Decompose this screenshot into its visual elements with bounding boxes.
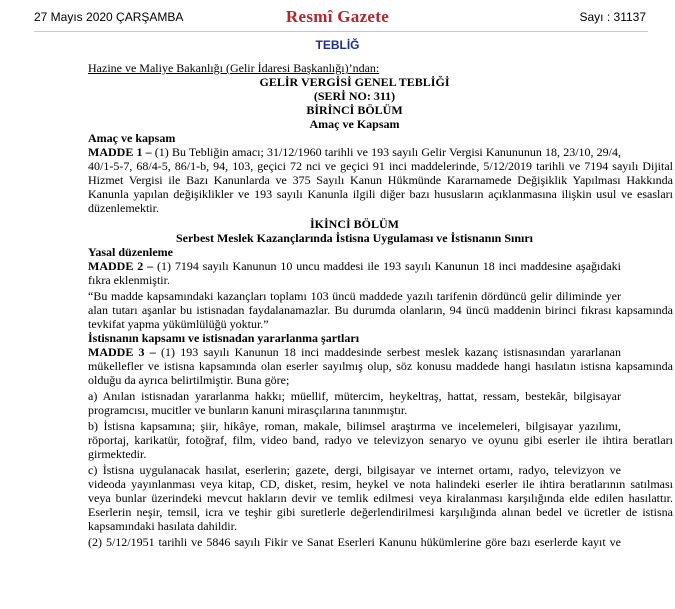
communique-title: GELİR VERGİSİ GENEL TEBLİĞİ (259, 75, 450, 89)
issue-number: Sayı : 31137 (579, 10, 646, 24)
article-1-line-5: düzenlemektir. (88, 201, 159, 215)
heading-amac: Amaç ve kapsam (88, 131, 176, 145)
article-2-text: (1) 7194 sayılı Kanunun 10 uncu maddesi ile 193 sayılı Kanunun 18 inci maddesine aşağıdaki (156, 259, 622, 273)
series-number: (SERİ NO: 311) (313, 89, 396, 103)
article-2-label: MADDE 2 – (88, 259, 154, 273)
issuer-line: Hazine ve Maliye Bakanlığı (Gelir İdaresi Başkanlığı)’ndan: (88, 61, 380, 75)
item-a-line-1: a) Anılan istisnadan yararlanma hakkı; müellif, mütercim, heykeltraş, hattat, ressam, bestekâr, bilgisayar (88, 389, 621, 403)
article-1-line-1 (88, 145, 621, 159)
quote-line-1: “Bu madde kapsamındaki kazançları toplamı 103 üncü maddede yazılı tarifenin dördüncü gelir diliminde yer (88, 289, 621, 303)
item-b-line-3: girmektedir. (88, 447, 147, 461)
article-3-line-2: mükellefler ve istisna kapsamında olan eserler sayılmış olup, söz konusu maddede hangi hasılatın istisna kapsamında (88, 359, 673, 373)
heading-istisna: İstisnanın kapsamı ve istisnadan yararlanma şartları (88, 331, 360, 345)
issue-date: 27 Mayıs 2020 ÇARŞAMBA (34, 10, 184, 24)
article-1-label: MADDE 1 – (88, 145, 152, 159)
item-b-line-2: röportaj, karikatür, fotoğraf, film, video band, radyo ve televizyon senaryo ve oyunu gibi eserler ile ihtira beratları (88, 433, 673, 447)
item-a-line-2: programcısı, mucitler ve bunların kanuni mirasçılarına tanınmıştır. (88, 403, 408, 417)
part-one-heading: BİRİNCİ BÖLÜM (306, 103, 403, 117)
article-1-line-4: Kanunla yapılan değişiklikler ve 193 sayılı Kanunla ilgili diğer bazı hususların açıklanmasına ilişkin usul ve esasları (88, 187, 673, 201)
article-2-line-2: fıkra eklenmiştir. (88, 273, 170, 287)
article-1-line-2: 40/1-5-7, 68/4-5, 86/1-b, 94, 103, geçici 72 nci ve geçici 91 inci maddelerinde, 5/12/2019 tarihli ve 7194 sayılı Dijital (88, 159, 673, 173)
part-one-subtitle: Amaç ve Kapsam (309, 117, 400, 131)
item-c-line-3: veya bunlar üzerindeki mevcut hakların devir ve temlik edilmesi veya kiralanması karşılığında elde edilen hasılattır. (88, 491, 673, 505)
article-1-text: (1) Bu Tebliğin amacı; 31/12/1960 tarihli ve 193 sayılı Gelir Vergisi Kanununun 18, 23/10, 29/4, (154, 145, 622, 159)
quote-line-3: tevkifat yapma yükümlülüğü yoktur.” (88, 317, 269, 331)
article-3-text: (1) 193 sayılı Kanunun 18 inci maddesinde serbest meslek kazanç istisnasından yararlanan (161, 345, 622, 359)
item-c-line-4: Eserlerin neşir, temsil, icra ve teşhir gibi suretlerle değerlendirilmesi karşılığında alınan bedel ve ücretler de istisna (88, 505, 673, 519)
article-3-label: MADDE 3 – (88, 345, 156, 359)
item-c-line-2: videoda yayınlanması veya kitap, CD, disket, resim, heykel ve nota halindeki eserler ile ihtira beratlarının satılması (88, 477, 673, 491)
gazette-title: Resmî Gazete (285, 7, 390, 26)
article-1-line-3: Hizmet Vergisi ile Bazı Kanunlarda ve 375 Sayılı Kanun Hükmünde Kararnamede Değişiklik Yapılması Hakkında (88, 173, 673, 187)
article-3-line-1 (88, 345, 621, 359)
item-b-line-1: b) İstisna kapsamına; şiir, hikâye, roman, makale, bilimsel araştırma ve incelemeleri, bilgisayar yazılımı, (88, 419, 621, 433)
article-3-line-3: olduğu da ayrıca belirtilmiştir. Buna göre; (88, 373, 290, 387)
quote-line-2: alan tutarı aşanlar bu istisnadan faydalanamazlar. Bu durumda olanların, 94 üncü maddenin birinci fıkrası kapsamında (88, 303, 673, 317)
item-c-line-5: kapsamındaki hasılata dahildir. (88, 519, 237, 533)
section-label: TEBLİĞ (315, 38, 360, 52)
article-2-line-1 (88, 259, 621, 273)
paragraph-2-line-1: (2) 5/12/1951 tarihli ve 5846 sayılı Fikir ve Sanat Eserleri Kanunu hükümlerine göre bazı eserlerde kayıt ve (88, 535, 621, 549)
gazette-header (0, 0, 675, 34)
heading-yasal: Yasal düzenleme (88, 245, 173, 259)
item-c-line-1: c) İstisna uygulanacak hasılat, eserlerin; gazete, dergi, bilgisayar ve internet ortamı, radyo, televizyon ve (88, 463, 621, 477)
header-divider (34, 31, 648, 32)
part-two-subtitle: Serbest Meslek Kazançlarında İstisna Uygulaması ve İstisnanın Sınırı (175, 231, 534, 245)
document-body (88, 61, 673, 549)
part-two-heading: İKİNCİ BÖLÜM (309, 217, 399, 231)
